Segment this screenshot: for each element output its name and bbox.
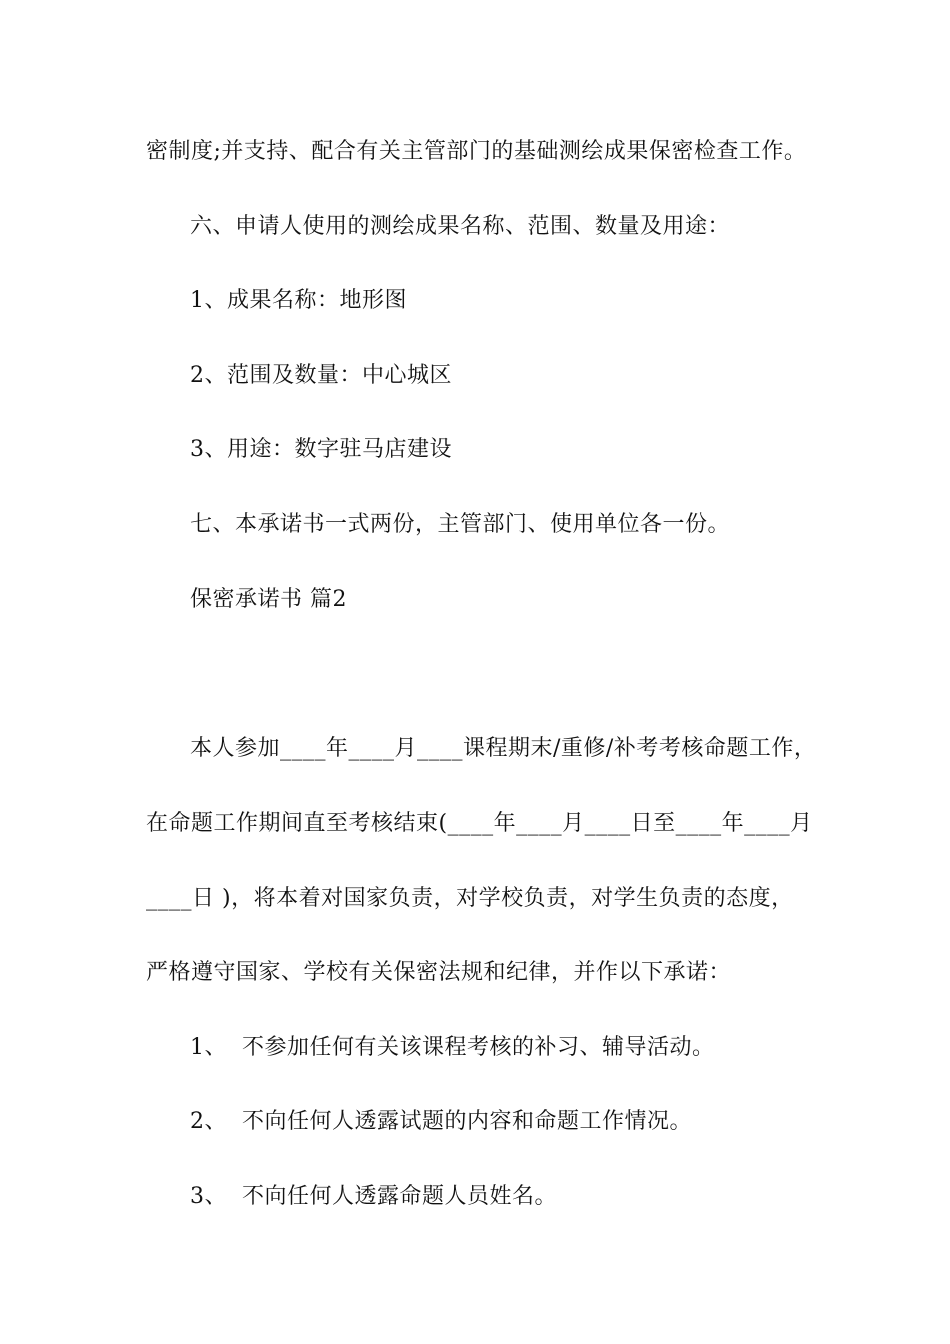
- paragraph-line: 密制度;并支持、配合有关主管部门的基础测绘成果保密检查工作。: [146, 139, 807, 164]
- paragraph-line: ____日 )，将本着对国家负责，对学校负责，对学生负责的态度，: [146, 886, 794, 911]
- list-item: 2、范围及数量：中心城区: [190, 363, 452, 388]
- paragraph-line: 在命题工作期间直至考核结束(____年____月____日至____年____月: [146, 811, 813, 836]
- list-item: 3、用途：数字驻马店建设: [190, 437, 452, 462]
- paragraph-line: 严格遵守国家、学校有关保密法规和纪律，并作以下承诺：: [146, 960, 732, 985]
- section-heading-six: 六、申请人使用的测绘成果名称、范围、数量及用途：: [190, 214, 731, 239]
- document-title: 保密承诺书 篇2: [190, 587, 347, 612]
- list-item: 3、 不向任何人透露命题人员姓名。: [190, 1184, 557, 1209]
- list-item: 1、 不参加任何有关该课程考核的补习、辅导活动。: [190, 1035, 715, 1060]
- list-item: 2、 不向任何人透露试题的内容和命题工作情况。: [190, 1109, 692, 1134]
- section-heading-seven: 七、本承诺书一式两份，主管部门、使用单位各一份。: [190, 512, 731, 537]
- paragraph-line: 本人参加____年____月____课程期末/重修/补考考核命题工作，: [190, 736, 817, 761]
- list-item: 1、成果名称：地形图: [190, 288, 407, 313]
